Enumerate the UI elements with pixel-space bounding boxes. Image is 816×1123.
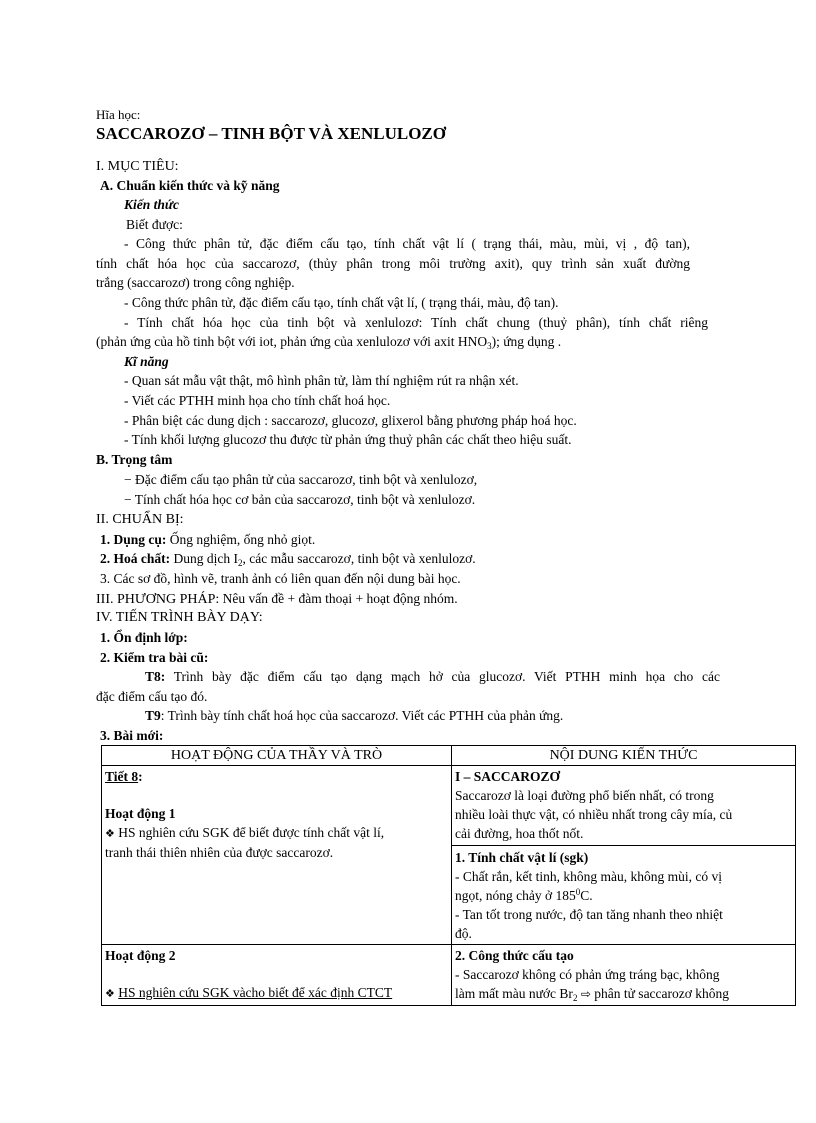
table-header-row	[102, 746, 796, 766]
table-row	[102, 945, 796, 1006]
focus-item-1: − Đặc điểm cấu tạo phân tử của saccarozơ, tinh bột và xenlulozơ,	[124, 472, 478, 487]
knowledge-intro: Biết được:	[126, 217, 183, 232]
skill-item-3: - Phân biệt các dung dịch : saccarozơ, glucozơ, glixerol bằng phương pháp hoá học.	[124, 413, 577, 428]
prep-item-2: 2. Hoá chất: Dung dịch $I_2$, các mẫu saccarozơ, tinh bột và xenlulozơ.	[100, 551, 476, 568]
knowledge-item-3-line-2: (phản ứng của hồ tinh bột với iot, phản ứng của xenlulozơ với axit $HNO_3$); ứng dụng .	[96, 334, 562, 351]
knowledge-item-1-line-3: trắng (saccarozơ) trong công nghiệp.	[96, 275, 295, 290]
lesson-table	[101, 745, 796, 1006]
content-text-line: - Chất rắn, kết tinh, không màu, không mùi, có vị	[455, 869, 722, 884]
subheading-skills: Kĩ năng	[124, 354, 169, 369]
review-question-t8-line-1: T8: Trình bày đặc điểm cấu tạo dạng mạch hở của glucozơ. Viết PTHH minh họa cho các	[145, 669, 720, 684]
content-text-line: nhiều loài thực vật, có nhiều nhất trong cây mía, củ	[455, 807, 733, 822]
section-heading-objectives: I. MỤC TIÊU:	[96, 159, 179, 174]
content-heading-saccarozo: I – SACCAROZƠ	[455, 769, 561, 784]
content-text-line: làm mất màu nước $Br_2$ ⇨ phân tử saccarozơ không	[455, 986, 730, 1003]
content-heading-structure: 2. Công thức cấu tạo	[455, 948, 574, 963]
table-row	[102, 766, 796, 945]
content-text-line: cải đường, hoa thốt nốt.	[455, 826, 584, 841]
knowledge-item-3-line-1: - Tính chất hóa học của tinh bột và xenlulozơ: Tính chất chung (thuỷ phân), tính chất riêng	[124, 315, 708, 330]
prep-item-3: 3. Các sơ đồ, hình vẽ, tranh ảnh có liên quan đến nội dung bài học.	[100, 571, 461, 586]
page-title: SACCAROZƠ – TINH BỘT VÀ XENLULOZƠ	[96, 124, 446, 143]
content-text-line: Saccarozơ là loại đường phổ biến nhất, có trong	[455, 788, 714, 803]
procedure-step-1: 1. Ổn định lớp:	[100, 630, 188, 645]
subject-label: Hĩa học:	[96, 107, 141, 122]
content-cell-2	[452, 945, 796, 1006]
procedure-step-2: 2. Kiểm tra bài cũ:	[100, 650, 209, 665]
section-heading-procedure: IV. TIẾN TRÌNH BÀY DẠY:	[96, 610, 263, 625]
bullet-diamond-icon: ❖	[105, 827, 115, 840]
activity-2-heading: Hoạt động 2	[105, 948, 176, 963]
activity-1-heading: Hoạt động 1	[105, 806, 176, 821]
content-text-line: - Saccarozơ không có phản ứng tráng bạc, không	[455, 967, 720, 982]
bullet-diamond-icon: ❖	[105, 987, 115, 1000]
content-text-line: - Tan tốt trong nước, độ tan tăng nhanh theo nhiệt	[455, 907, 723, 922]
activity-cell-1	[102, 766, 452, 945]
table-header-content: NỘI DUNG KIẾN THỨC	[452, 746, 796, 766]
review-question-t8-line-2: đặc điểm cấu tạo đó.	[96, 689, 208, 704]
activity-1-text-line-2: tranh thái thiên nhiên của được saccarozơ.	[105, 845, 334, 860]
focus-item-2: − Tính chất hóa học cơ bản của saccarozơ, tinh bột và xenlulozơ.	[124, 492, 476, 507]
right-arrow-icon: ⇨	[580, 987, 591, 1001]
skill-item-1: - Quan sát mẫu vật thật, mô hình phân tử, làm thí nghiệm rút ra nhận xét.	[124, 373, 519, 388]
subheading-knowledge: Kiến thức	[124, 197, 179, 212]
section-heading-preparation: II. CHUẨN BỊ:	[96, 512, 184, 527]
skill-item-4: - Tính khối lượng glucozơ thu được từ phản ứng thuỷ phân các chất theo hiệu suất.	[124, 432, 572, 447]
prep-item-1: 1. Dụng cụ: Ống nghiệm, ống nhỏ giọt.	[100, 532, 316, 547]
review-question-t9: T9: Trình bày tính chất hoá học của saccarozơ. Viết các PTHH của phản ứng.	[145, 708, 564, 723]
activity-cell-2	[102, 945, 452, 1006]
content-heading-physical: 1. Tính chất vật lí (sgk)	[455, 850, 589, 865]
subheading-focus: B. Trọng tâm	[96, 452, 173, 467]
activity-1-text: ❖ HS nghiên cứu SGK để biết được tính chất vật lí,	[105, 825, 385, 840]
skill-item-2: - Viết các PTHH minh họa cho tính chất hoá học.	[124, 393, 391, 408]
knowledge-item-1-line-2: tính chất hóa học của saccarozơ, (thủy phân trong môi trường axit), quy trình sản xuất đường	[96, 256, 690, 271]
knowledge-item-1-line-1: - Công thức phân tử, đặc điểm cấu tạo, tính chất vật lí ( trạng thái, màu, mùi, vị , độ tan),	[124, 236, 690, 251]
procedure-step-3: 3. Bài mới:	[100, 728, 164, 743]
activity-2-text: ❖ HS nghiên cứu SGK vàcho biết để xác định CTCT	[105, 985, 393, 1000]
content-text-line: độ.	[455, 926, 472, 941]
knowledge-item-2: - Công thức phân tử, đặc điểm cấu tạo, tính chất vật lí, ( trạng thái, màu, độ tan).	[124, 295, 559, 310]
content-text-line: ngọt, nóng chảy ở $185^0C$.	[455, 887, 593, 903]
subheading-standards: A. Chuẩn kiến thức và kỹ năng	[100, 178, 280, 193]
physical-properties-block	[452, 845, 795, 943]
table-header-activities: HOẠT ĐỘNG CỦA THẦY VÀ TRÒ	[102, 746, 452, 766]
section-heading-method: III. PHƯƠNG PHÁP: Nêu vấn đề + đàm thoại + hoạt động nhóm.	[96, 591, 458, 607]
content-cell-1	[452, 766, 796, 945]
period-label: Tiết 8:	[105, 769, 143, 784]
